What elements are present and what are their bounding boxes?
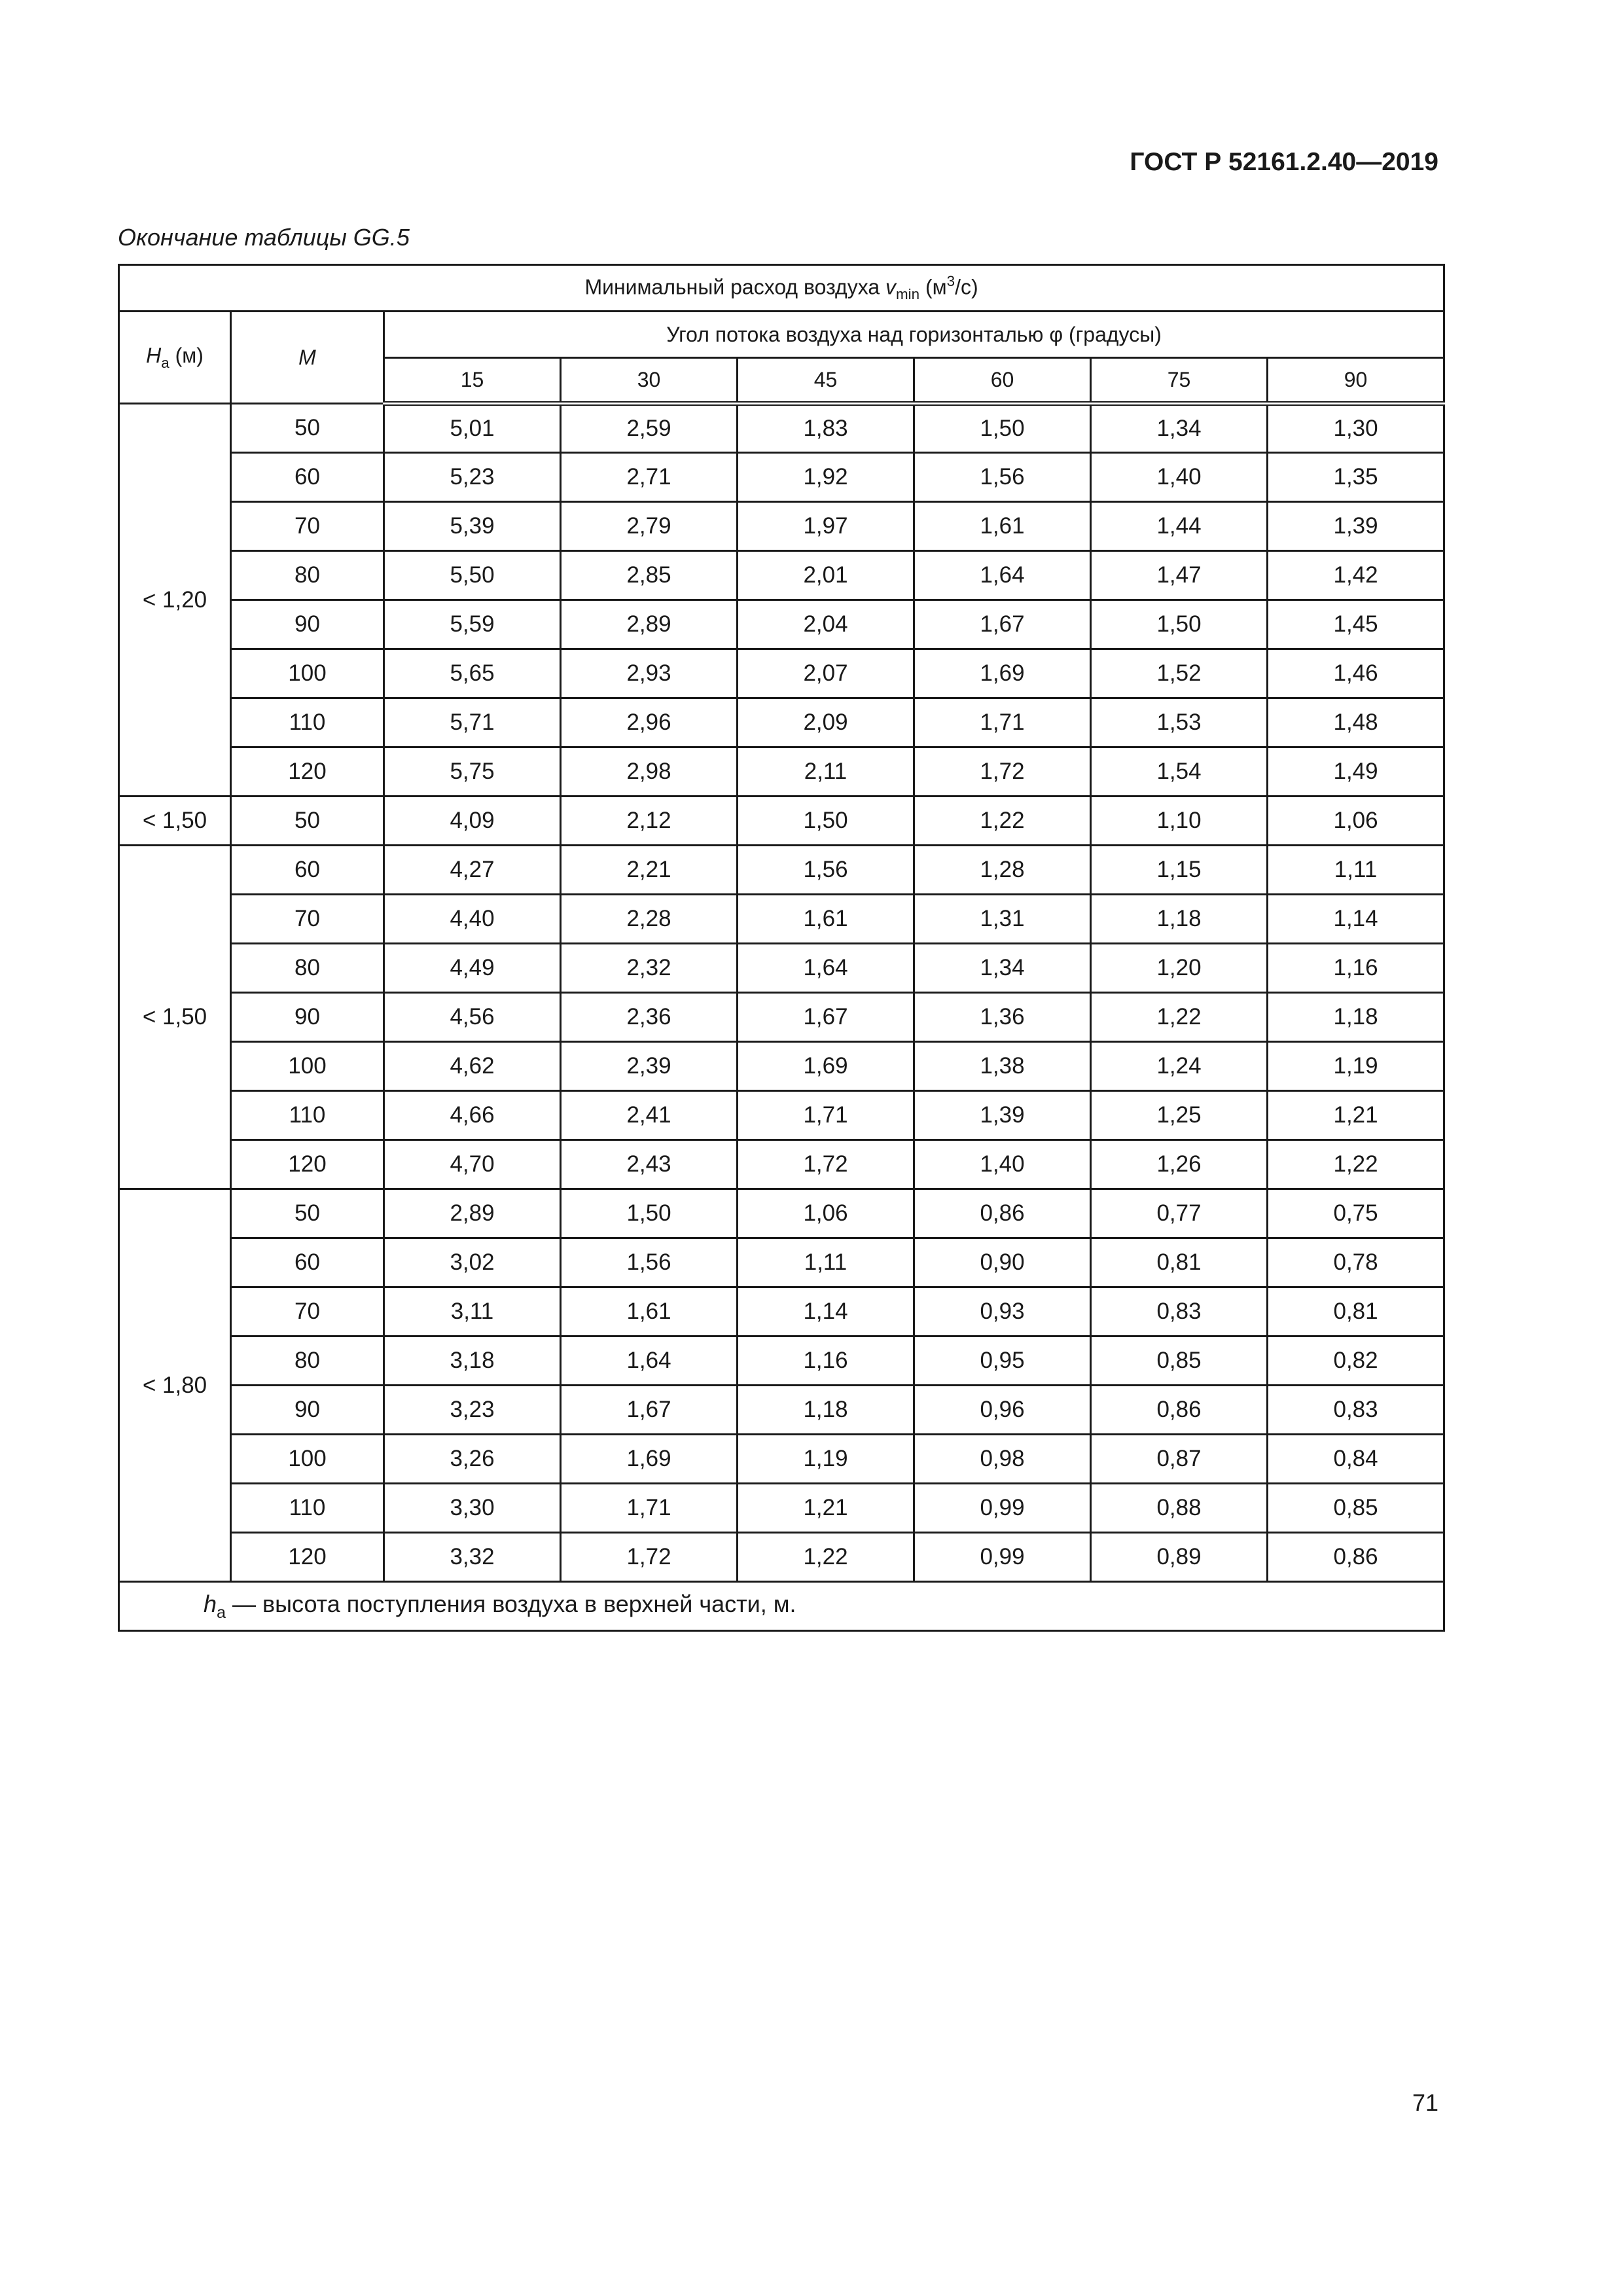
table-row (119, 698, 1444, 747)
cell-value: 1,28 (914, 846, 1091, 895)
table-title: Минимальный расход воздуха $v_{min}$ $(м^3/с)$ (119, 265, 1444, 312)
cell-m: 80 (231, 1336, 384, 1386)
cell-value: 0,89 (1091, 1533, 1268, 1582)
cell-m: 120 (231, 747, 384, 797)
table-caption: Окончание таблицы GG.5 (118, 224, 410, 251)
cell-m: 100 (231, 1435, 384, 1484)
cell-value: 1,56 (561, 1238, 738, 1287)
cell-value: 1,21 (1268, 1091, 1444, 1140)
table-row (119, 404, 1444, 453)
angle-45: 45 (738, 358, 914, 404)
cell-value: 1,21 (738, 1484, 914, 1533)
cell-m: 100 (231, 649, 384, 698)
cell-value: 1,61 (561, 1287, 738, 1336)
cell-value: 4,49 (384, 944, 561, 993)
cell-value: 2,32 (561, 944, 738, 993)
cell-value: 1,50 (738, 797, 914, 846)
table-row (119, 747, 1444, 797)
cell-value: 1,46 (1268, 649, 1444, 698)
cell-value: 1,71 (738, 1091, 914, 1140)
cell-value: 2,59 (561, 404, 738, 453)
cell-value: 2,41 (561, 1091, 738, 1140)
cell-value: 1,34 (914, 944, 1091, 993)
cell-m: 60 (231, 453, 384, 502)
table-row (119, 453, 1444, 502)
cell-value: 1,64 (738, 944, 914, 993)
cell-value: 3,23 (384, 1386, 561, 1435)
cell-value: 0,86 (914, 1189, 1091, 1238)
cell-value: 1,48 (1268, 698, 1444, 747)
cell-value: 1,72 (561, 1533, 738, 1582)
cell-value: 1,67 (914, 600, 1091, 649)
cell-m: 70 (231, 502, 384, 551)
table-row (119, 502, 1444, 551)
cell-value: 1,47 (1091, 551, 1268, 600)
cell-value: 2,71 (561, 453, 738, 502)
cell-value: 1,06 (1268, 797, 1444, 846)
cell-m: 80 (231, 944, 384, 993)
cell-value: 1,18 (738, 1386, 914, 1435)
cell-m: 50 (231, 1189, 384, 1238)
cell-value: 2,07 (738, 649, 914, 698)
cell-value: 1,39 (914, 1091, 1091, 1140)
cell-m: 120 (231, 1140, 384, 1189)
header-m: M (231, 312, 384, 404)
cell-value: 3,02 (384, 1238, 561, 1287)
cell-value: 0,99 (914, 1533, 1091, 1582)
table-row (119, 1140, 1444, 1189)
cell-value: 1,67 (561, 1386, 738, 1435)
cell-value: 1,97 (738, 502, 914, 551)
cell-value: 0,78 (1268, 1238, 1444, 1287)
cell-value: 0,87 (1091, 1435, 1268, 1484)
cell-value: 4,56 (384, 993, 561, 1042)
cell-value: 1,69 (561, 1435, 738, 1484)
table-row (119, 1484, 1444, 1533)
cell-value: 1,31 (914, 895, 1091, 944)
cell-value: 2,09 (738, 698, 914, 747)
table-row (119, 1042, 1444, 1091)
cell-value: 0,75 (1268, 1189, 1444, 1238)
table-row (119, 846, 1444, 895)
cell-value: 0,81 (1091, 1238, 1268, 1287)
table-row (119, 1238, 1444, 1287)
cell-value: 1,15 (1091, 846, 1268, 895)
cell-value: 1,64 (914, 551, 1091, 600)
cell-value: 1,40 (914, 1140, 1091, 1189)
cell-value: 0,86 (1268, 1533, 1444, 1582)
cell-value: 0,95 (914, 1336, 1091, 1386)
cell-value: 0,96 (914, 1386, 1091, 1435)
cell-value: 1,44 (1091, 502, 1268, 551)
angle-15: 15 (384, 358, 561, 404)
cell-value: 1,38 (914, 1042, 1091, 1091)
table-row (119, 649, 1444, 698)
cell-value: 1,06 (738, 1189, 914, 1238)
cell-value: 2,98 (561, 747, 738, 797)
cell-value: 4,70 (384, 1140, 561, 1189)
cell-value: 1,50 (914, 404, 1091, 453)
cell-value: 2,43 (561, 1140, 738, 1189)
cell-value: 2,89 (384, 1189, 561, 1238)
cell-value: 0,82 (1268, 1336, 1444, 1386)
table-header-row (119, 312, 1444, 358)
cell-value: 1,30 (1268, 404, 1444, 453)
cell-m: 60 (231, 846, 384, 895)
cell-value: 1,14 (1268, 895, 1444, 944)
cell-value: 2,93 (561, 649, 738, 698)
cell-value: 1,83 (738, 404, 914, 453)
cell-value: 1,69 (914, 649, 1091, 698)
cell-value: 1,36 (914, 993, 1091, 1042)
cell-m: 110 (231, 698, 384, 747)
table-row (119, 1533, 1444, 1582)
cell-value: 2,11 (738, 747, 914, 797)
cell-value: 1,71 (914, 698, 1091, 747)
table-row (119, 600, 1444, 649)
cell-value: 1,16 (1268, 944, 1444, 993)
cell-value: 1,92 (738, 453, 914, 502)
table-row (119, 1386, 1444, 1435)
cell-value: 1,67 (738, 993, 914, 1042)
cell-m: 50 (231, 797, 384, 846)
cell-value: 5,23 (384, 453, 561, 502)
table-row (119, 1189, 1444, 1238)
cell-value: 5,71 (384, 698, 561, 747)
table-row (119, 944, 1444, 993)
cell-value: 1,20 (1091, 944, 1268, 993)
cell-value: 1,19 (1268, 1042, 1444, 1091)
cell-value: 1,26 (1091, 1140, 1268, 1189)
cell-value: 1,22 (738, 1533, 914, 1582)
header-angle: Угол потока воздуха над горизонталью φ (градусы) (384, 312, 1444, 358)
cell-value: 2,96 (561, 698, 738, 747)
cell-value: 5,75 (384, 747, 561, 797)
cell-value: 1,22 (914, 797, 1091, 846)
cell-value: 4,62 (384, 1042, 561, 1091)
cell-value: 0,88 (1091, 1484, 1268, 1533)
cell-value: 1,71 (561, 1484, 738, 1533)
cell-value: 1,56 (738, 846, 914, 895)
cell-m: 90 (231, 600, 384, 649)
cell-value: 5,01 (384, 404, 561, 453)
cell-value: 1,35 (1268, 453, 1444, 502)
table-row (119, 1336, 1444, 1386)
table-row (119, 993, 1444, 1042)
cell-value: 4,40 (384, 895, 561, 944)
cell-value: 1,34 (1091, 404, 1268, 453)
cell-m: 120 (231, 1533, 384, 1582)
cell-value: 1,40 (1091, 453, 1268, 502)
cell-value: 0,77 (1091, 1189, 1268, 1238)
cell-value: 1,54 (1091, 747, 1268, 797)
cell-value: 1,64 (561, 1336, 738, 1386)
cell-value: 0,86 (1091, 1386, 1268, 1435)
document-code: ГОСТ Р 52161.2.40—2019 (1130, 148, 1438, 176)
cell-value: 2,79 (561, 502, 738, 551)
cell-value: 2,39 (561, 1042, 738, 1091)
group-ha-label: < 1,50 (119, 797, 231, 846)
table-row (119, 551, 1444, 600)
cell-value: 1,69 (738, 1042, 914, 1091)
cell-value: 4,27 (384, 846, 561, 895)
cell-value: 5,65 (384, 649, 561, 698)
group-ha-label: < 1,50 (119, 846, 231, 1189)
cell-value: 1,61 (914, 502, 1091, 551)
table-row (119, 1435, 1444, 1484)
cell-value: 2,85 (561, 551, 738, 600)
table-note-row (119, 1582, 1444, 1631)
cell-value: 1,72 (914, 747, 1091, 797)
cell-value: 2,04 (738, 600, 914, 649)
table-title-row (119, 265, 1444, 312)
angle-75: 75 (1091, 358, 1268, 404)
cell-value: 1,14 (738, 1287, 914, 1336)
cell-value: 0,84 (1268, 1435, 1444, 1484)
cell-value: 1,50 (1091, 600, 1268, 649)
cell-value: 1,24 (1091, 1042, 1268, 1091)
cell-m: 60 (231, 1238, 384, 1287)
cell-value: 1,56 (914, 453, 1091, 502)
table-row (119, 1091, 1444, 1140)
cell-value: 5,39 (384, 502, 561, 551)
cell-value: 3,26 (384, 1435, 561, 1484)
cell-value: 2,21 (561, 846, 738, 895)
cell-value: 4,66 (384, 1091, 561, 1140)
cell-value: 0,90 (914, 1238, 1091, 1287)
angle-30: 30 (561, 358, 738, 404)
cell-m: 80 (231, 551, 384, 600)
cell-value: 2,36 (561, 993, 738, 1042)
table-row (119, 1287, 1444, 1336)
cell-value: 3,11 (384, 1287, 561, 1336)
cell-value: 1,45 (1268, 600, 1444, 649)
cell-value: 3,18 (384, 1336, 561, 1386)
table-row (119, 895, 1444, 944)
angle-90: 90 (1268, 358, 1444, 404)
table-note: $h_a$ — высота поступления воздуха в верхней части, м. (119, 1582, 1444, 1631)
cell-value: 1,50 (561, 1189, 738, 1238)
cell-value: 0,83 (1268, 1386, 1444, 1435)
cell-m: 50 (231, 404, 384, 453)
cell-m: 70 (231, 895, 384, 944)
cell-value: 3,30 (384, 1484, 561, 1533)
cell-value: 1,19 (738, 1435, 914, 1484)
cell-value: 1,25 (1091, 1091, 1268, 1140)
cell-value: 3,32 (384, 1533, 561, 1582)
cell-value: 1,11 (1268, 846, 1444, 895)
cell-value: 1,61 (738, 895, 914, 944)
cell-value: 5,50 (384, 551, 561, 600)
cell-value: 0,85 (1091, 1336, 1268, 1386)
cell-value: 1,39 (1268, 502, 1444, 551)
cell-value: 0,83 (1091, 1287, 1268, 1336)
cell-value: 2,89 (561, 600, 738, 649)
cell-value: 2,28 (561, 895, 738, 944)
cell-value: 1,49 (1268, 747, 1444, 797)
cell-value: 4,09 (384, 797, 561, 846)
cell-m: 90 (231, 1386, 384, 1435)
cell-value: 5,59 (384, 600, 561, 649)
cell-value: 0,98 (914, 1435, 1091, 1484)
cell-value: 0,85 (1268, 1484, 1444, 1533)
cell-value: 0,93 (914, 1287, 1091, 1336)
table-row (119, 797, 1444, 846)
cell-value: 2,12 (561, 797, 738, 846)
header-ha: $H_a$ (м) (119, 312, 231, 404)
cell-value: 0,99 (914, 1484, 1091, 1533)
cell-value: 2,01 (738, 551, 914, 600)
airflow-table (118, 264, 1445, 1632)
cell-value: 1,72 (738, 1140, 914, 1189)
cell-value: 1,18 (1268, 993, 1444, 1042)
cell-value: 1,16 (738, 1336, 914, 1386)
page-number: 71 (1412, 2089, 1438, 2116)
cell-value: 1,53 (1091, 698, 1268, 747)
cell-value: 1,52 (1091, 649, 1268, 698)
cell-m: 110 (231, 1091, 384, 1140)
cell-m: 90 (231, 993, 384, 1042)
cell-value: 1,42 (1268, 551, 1444, 600)
cell-m: 100 (231, 1042, 384, 1091)
cell-m: 110 (231, 1484, 384, 1533)
cell-m: 70 (231, 1287, 384, 1336)
cell-value: 1,10 (1091, 797, 1268, 846)
angle-60: 60 (914, 358, 1091, 404)
cell-value: 1,11 (738, 1238, 914, 1287)
group-ha-label: < 1,80 (119, 1189, 231, 1582)
cell-value: 1,18 (1091, 895, 1268, 944)
cell-value: 1,22 (1268, 1140, 1444, 1189)
group-ha-label: < 1,20 (119, 404, 231, 797)
cell-value: 1,22 (1091, 993, 1268, 1042)
cell-value: 0,81 (1268, 1287, 1444, 1336)
